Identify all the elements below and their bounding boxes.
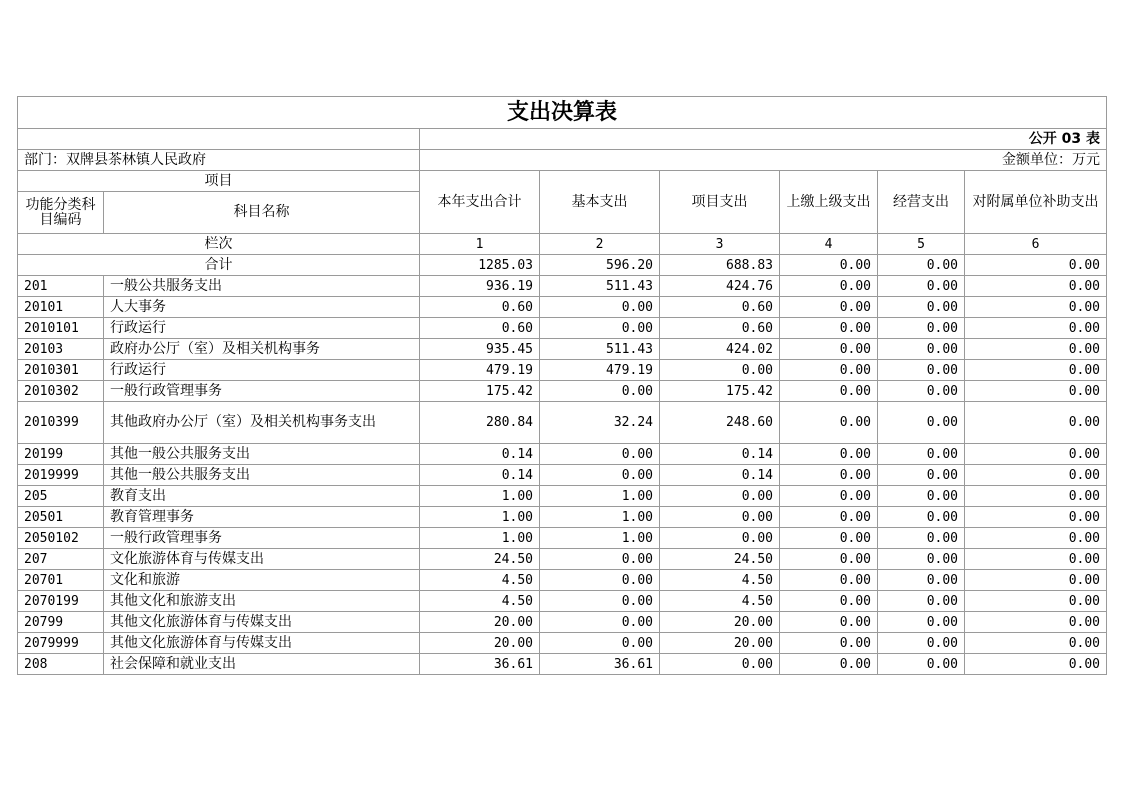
row-value: 0.00 <box>780 654 878 675</box>
table-row <box>18 528 1107 549</box>
row-value: 248.60 <box>660 402 780 444</box>
row-value: 0.00 <box>660 528 780 549</box>
row-code: 208 <box>18 654 104 675</box>
row-name: 一般公共服务支出 <box>104 276 420 297</box>
row-name: 一般行政管理事务 <box>104 381 420 402</box>
row-value: 0.00 <box>540 549 660 570</box>
column-number-label: 栏次 <box>18 234 420 255</box>
row-value: 0.00 <box>780 318 878 339</box>
row-value: 0.00 <box>660 654 780 675</box>
row-value: 0.00 <box>780 276 878 297</box>
row-value: 424.76 <box>660 276 780 297</box>
row-name: 其他文化旅游体育与传媒支出 <box>104 633 420 654</box>
row-name: 教育支出 <box>104 486 420 507</box>
row-value: 0.00 <box>965 339 1107 360</box>
row-value: 936.19 <box>420 276 540 297</box>
row-code: 201 <box>18 276 104 297</box>
row-value: 0.14 <box>420 465 540 486</box>
row-value: 0.00 <box>780 549 878 570</box>
row-value: 424.02 <box>660 339 780 360</box>
table-row <box>18 444 1107 465</box>
row-value: 0.00 <box>780 381 878 402</box>
row-value: 0.14 <box>660 444 780 465</box>
row-value: 0.00 <box>878 444 965 465</box>
row-code: 20701 <box>18 570 104 591</box>
row-value: 0.00 <box>540 570 660 591</box>
row-value: 0.00 <box>965 549 1107 570</box>
row-value: 0.00 <box>965 318 1107 339</box>
row-value: 0.00 <box>965 465 1107 486</box>
row-value: 0.00 <box>878 633 965 654</box>
table-row <box>18 591 1107 612</box>
table-row <box>18 381 1107 402</box>
column-number: 3 <box>660 234 780 255</box>
subject-name-header: 科目名称 <box>104 192 420 234</box>
row-value: 0.00 <box>540 612 660 633</box>
row-value: 0.60 <box>660 318 780 339</box>
row-value: 0.00 <box>878 591 965 612</box>
row-value: 0.00 <box>965 297 1107 318</box>
row-value: 0.14 <box>660 465 780 486</box>
row-value: 0.00 <box>878 360 965 381</box>
table-row <box>18 507 1107 528</box>
row-value: 1.00 <box>540 507 660 528</box>
row-code: 2019999 <box>18 465 104 486</box>
row-name: 其他文化旅游体育与传媒支出 <box>104 612 420 633</box>
row-value: 0.00 <box>780 486 878 507</box>
sum-value: 0.00 <box>965 255 1107 276</box>
row-value: 0.00 <box>878 381 965 402</box>
basic-header: 基本支出 <box>540 171 660 234</box>
row-value: 479.19 <box>540 360 660 381</box>
row-name: 其他政府办公厅（室）及相关机构事务支出 <box>104 402 420 444</box>
column-number: 1 <box>420 234 540 255</box>
row-value: 0.60 <box>420 318 540 339</box>
row-value: 0.00 <box>660 507 780 528</box>
sum-value: 0.00 <box>878 255 965 276</box>
column-number-row <box>18 234 1107 255</box>
row-code: 20103 <box>18 339 104 360</box>
row-value: 0.00 <box>965 444 1107 465</box>
row-value: 0.00 <box>965 402 1107 444</box>
row-value: 0.00 <box>660 360 780 381</box>
row-code: 2050102 <box>18 528 104 549</box>
row-name: 社会保障和就业支出 <box>104 654 420 675</box>
row-value: 0.00 <box>540 591 660 612</box>
row-value: 0.00 <box>780 402 878 444</box>
table-row <box>18 633 1107 654</box>
row-value: 0.00 <box>965 654 1107 675</box>
table-row <box>18 570 1107 591</box>
row-value: 0.00 <box>780 444 878 465</box>
table-row <box>18 486 1107 507</box>
table-row <box>18 402 1107 444</box>
row-value: 935.45 <box>420 339 540 360</box>
row-name: 行政运行 <box>104 318 420 339</box>
row-value: 175.42 <box>420 381 540 402</box>
row-name: 行政运行 <box>104 360 420 381</box>
row-value: 0.00 <box>878 654 965 675</box>
row-name: 文化旅游体育与传媒支出 <box>104 549 420 570</box>
row-value: 4.50 <box>660 570 780 591</box>
row-code: 2010399 <box>18 402 104 444</box>
row-value: 20.00 <box>660 612 780 633</box>
row-value: 0.00 <box>878 297 965 318</box>
row-value: 175.42 <box>660 381 780 402</box>
row-value: 0.00 <box>540 297 660 318</box>
row-value: 0.00 <box>540 381 660 402</box>
row-value: 280.84 <box>420 402 540 444</box>
row-value: 0.00 <box>540 444 660 465</box>
row-value: 0.00 <box>780 591 878 612</box>
row-code: 20199 <box>18 444 104 465</box>
row-value: 0.00 <box>878 318 965 339</box>
row-value: 0.00 <box>878 507 965 528</box>
sum-label: 合计 <box>18 255 420 276</box>
row-code: 2070199 <box>18 591 104 612</box>
row-value: 0.00 <box>780 297 878 318</box>
row-value: 0.00 <box>878 276 965 297</box>
row-value: 0.00 <box>965 591 1107 612</box>
row-code: 2079999 <box>18 633 104 654</box>
row-name: 教育管理事务 <box>104 507 420 528</box>
row-value: 4.50 <box>660 591 780 612</box>
row-name: 其他一般公共服务支出 <box>104 465 420 486</box>
row-value: 0.00 <box>965 528 1107 549</box>
row-value: 20.00 <box>420 633 540 654</box>
row-value: 4.50 <box>420 570 540 591</box>
table-row <box>18 318 1107 339</box>
func-code-header: 功能分类科目编码 <box>18 192 104 234</box>
row-value: 0.00 <box>965 276 1107 297</box>
row-name: 其他文化和旅游支出 <box>104 591 420 612</box>
row-value: 0.00 <box>965 633 1107 654</box>
row-value: 0.00 <box>878 402 965 444</box>
row-name: 政府办公厅（室）及相关机构事务 <box>104 339 420 360</box>
table-row <box>18 612 1107 633</box>
unit-label: 金额单位：万元 <box>420 150 1107 171</box>
row-value: 0.00 <box>780 465 878 486</box>
row-value: 0.00 <box>540 633 660 654</box>
column-number: 4 <box>780 234 878 255</box>
row-value: 511.43 <box>540 276 660 297</box>
row-value: 0.60 <box>660 297 780 318</box>
row-value: 0.00 <box>965 612 1107 633</box>
expenditure-table <box>17 96 1107 675</box>
row-code: 2010101 <box>18 318 104 339</box>
table-row <box>18 276 1107 297</box>
row-value: 0.14 <box>420 444 540 465</box>
row-value: 36.61 <box>420 654 540 675</box>
row-value: 0.00 <box>878 612 965 633</box>
row-value: 24.50 <box>660 549 780 570</box>
subsidy-header: 对附属单位补助支出 <box>965 171 1107 234</box>
column-number: 2 <box>540 234 660 255</box>
row-value: 0.00 <box>780 339 878 360</box>
business-header: 经营支出 <box>878 171 965 234</box>
row-value: 0.00 <box>878 339 965 360</box>
row-value: 32.24 <box>540 402 660 444</box>
row-value: 0.00 <box>965 507 1107 528</box>
row-value: 0.00 <box>660 486 780 507</box>
sum-value: 1285.03 <box>420 255 540 276</box>
row-value: 479.19 <box>420 360 540 381</box>
row-name: 其他一般公共服务支出 <box>104 444 420 465</box>
table-row <box>18 360 1107 381</box>
row-name: 文化和旅游 <box>104 570 420 591</box>
table-row <box>18 549 1107 570</box>
row-value: 0.00 <box>780 612 878 633</box>
row-value: 0.00 <box>780 360 878 381</box>
row-value: 0.00 <box>965 486 1107 507</box>
row-value: 0.00 <box>780 570 878 591</box>
row-value: 0.00 <box>878 528 965 549</box>
row-code: 20799 <box>18 612 104 633</box>
row-value: 0.00 <box>780 633 878 654</box>
row-value: 1.00 <box>420 507 540 528</box>
table-title: 支出决算表 <box>18 97 1107 129</box>
row-value: 24.50 <box>420 549 540 570</box>
row-value: 511.43 <box>540 339 660 360</box>
row-value: 1.00 <box>420 528 540 549</box>
row-value: 0.00 <box>540 465 660 486</box>
row-value: 0.00 <box>878 486 965 507</box>
sum-value: 688.83 <box>660 255 780 276</box>
row-value: 1.00 <box>420 486 540 507</box>
row-value: 1.00 <box>540 528 660 549</box>
row-code: 20101 <box>18 297 104 318</box>
row-code: 207 <box>18 549 104 570</box>
row-code: 2010302 <box>18 381 104 402</box>
row-value: 0.60 <box>420 297 540 318</box>
row-value: 0.00 <box>965 570 1107 591</box>
column-number: 6 <box>965 234 1107 255</box>
column-number: 5 <box>878 234 965 255</box>
row-code: 2010301 <box>18 360 104 381</box>
row-code: 20501 <box>18 507 104 528</box>
row-code: 205 <box>18 486 104 507</box>
expenditure-table-sheet <box>17 96 1106 675</box>
row-value: 0.00 <box>780 528 878 549</box>
item-header: 项目 <box>18 171 420 192</box>
row-value: 0.00 <box>780 507 878 528</box>
project-header: 项目支出 <box>660 171 780 234</box>
upper-header: 上缴上级支出 <box>780 171 878 234</box>
row-value: 1.00 <box>540 486 660 507</box>
sum-value: 596.20 <box>540 255 660 276</box>
row-value: 0.00 <box>878 549 965 570</box>
table-row <box>18 654 1107 675</box>
row-value: 0.00 <box>965 360 1107 381</box>
sum-row <box>18 255 1107 276</box>
table-row <box>18 297 1107 318</box>
row-name: 一般行政管理事务 <box>104 528 420 549</box>
total-header: 本年支出合计 <box>420 171 540 234</box>
sum-value: 0.00 <box>780 255 878 276</box>
row-value: 0.00 <box>965 381 1107 402</box>
row-value: 0.00 <box>878 570 965 591</box>
row-value: 20.00 <box>660 633 780 654</box>
row-name: 人大事务 <box>104 297 420 318</box>
row-value: 4.50 <box>420 591 540 612</box>
blank-cell <box>18 129 420 150</box>
department-label: 部门：双牌县茶林镇人民政府 <box>18 150 420 171</box>
form-number: 公开 03 表 <box>420 129 1107 150</box>
row-value: 36.61 <box>540 654 660 675</box>
row-value: 20.00 <box>420 612 540 633</box>
row-value: 0.00 <box>540 318 660 339</box>
table-row <box>18 339 1107 360</box>
row-value: 0.00 <box>878 465 965 486</box>
table-row <box>18 465 1107 486</box>
